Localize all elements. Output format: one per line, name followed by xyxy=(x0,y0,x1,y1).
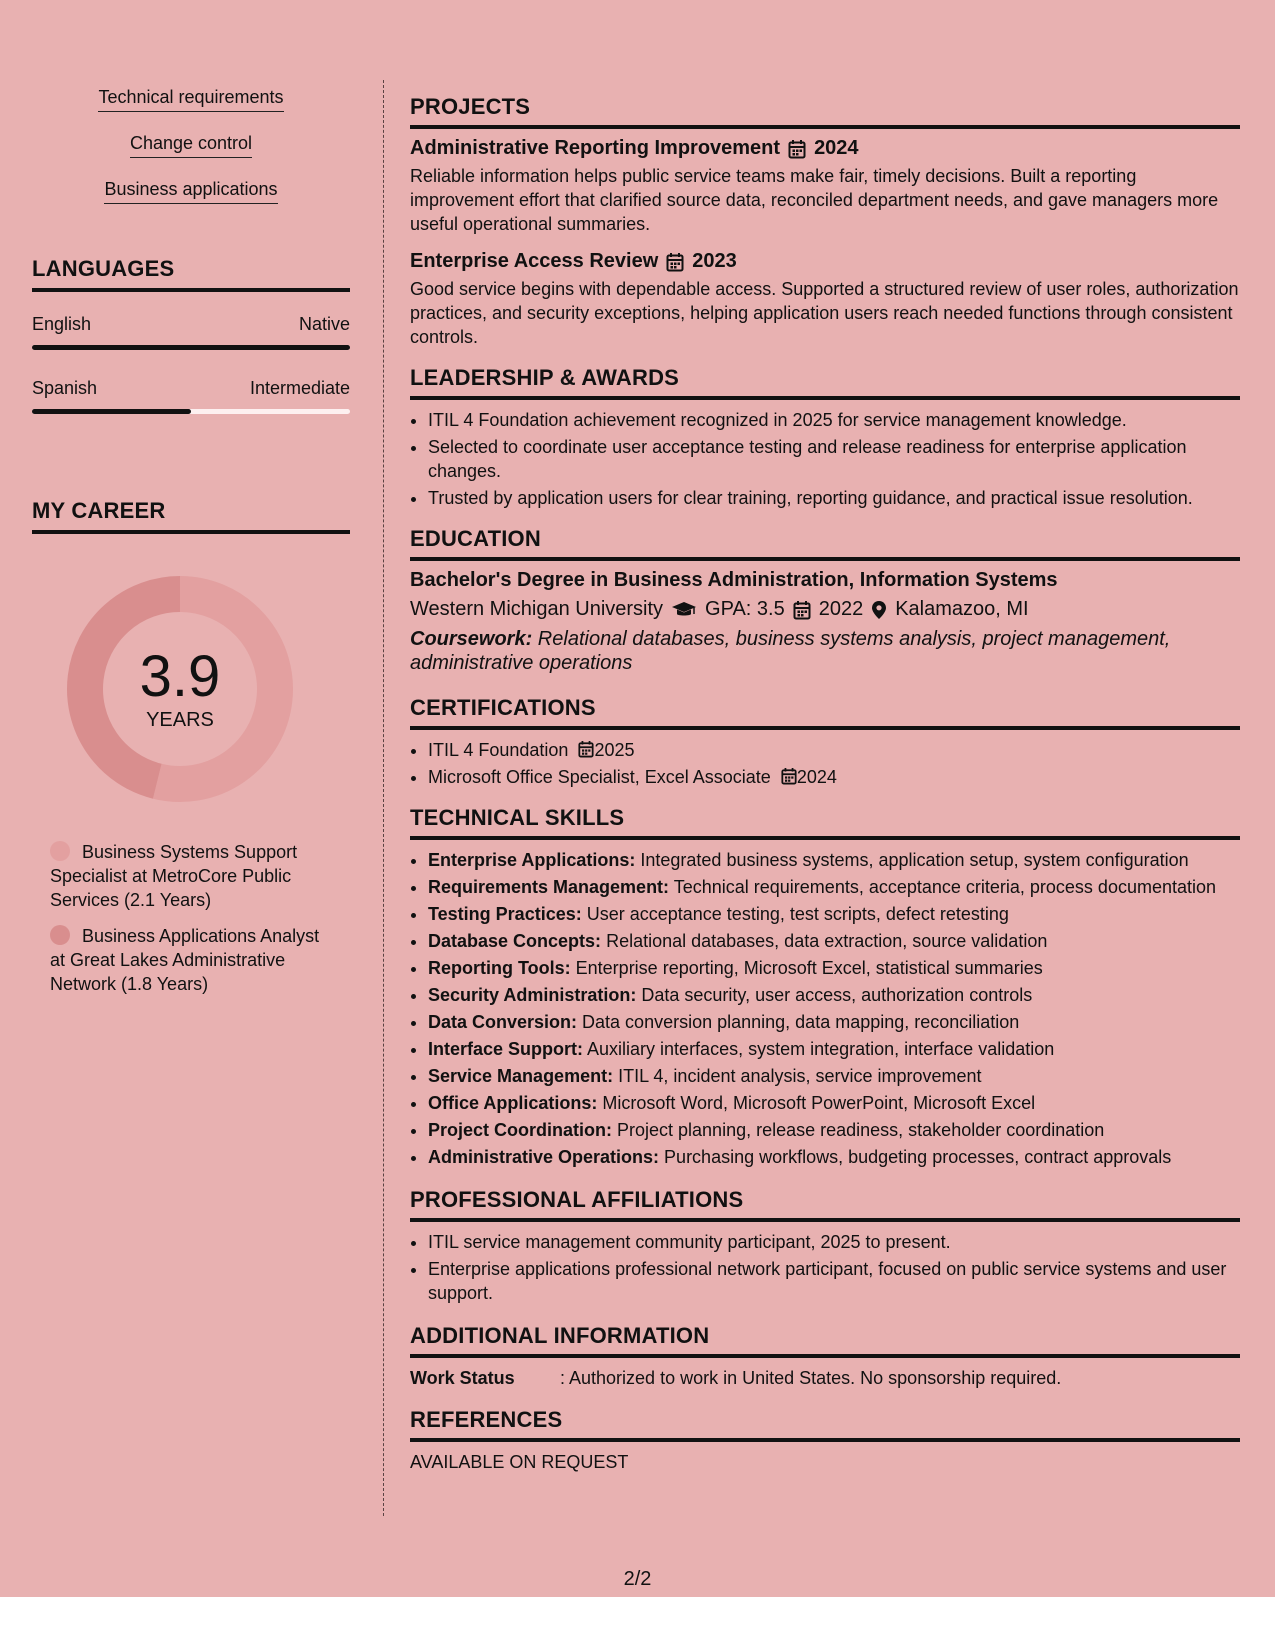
skill-item: • Project Coordination: Project planning, release readiness, stakeholder coordination xyxy=(428,1118,1240,1142)
list-item: • ITIL 4 Foundation achievement recognized in 2025 for service management knowledge. xyxy=(428,408,1240,432)
project-name: Administrative Reporting Improvement xyxy=(410,137,781,159)
list-item: • ITIL service management community participant, 2025 to present. xyxy=(428,1230,1240,1254)
references-section xyxy=(410,1407,1240,1473)
calendar-icon xyxy=(793,600,811,620)
language-item xyxy=(32,314,350,350)
language-level: Intermediate xyxy=(249,378,350,398)
graduation-cap-icon xyxy=(671,600,697,620)
main-content xyxy=(410,94,1240,1483)
work-status-label: Work Status xyxy=(410,1368,515,1388)
skill-item: • Service Management: ITIL 4, incident analysis, service improvement xyxy=(428,1064,1240,1088)
skill-item: • Administrative Operations: Purchasing workflows, budgeting processes, contract approvals xyxy=(428,1145,1240,1169)
career-item-label: Business Applications Analyst at Great Lakes Administrative Network (1.8 Years) xyxy=(50,926,320,994)
education-location: Kalamazoo, MI xyxy=(895,598,1029,620)
skill-item: • Database Concepts: Relational databases, data extraction, source validation xyxy=(428,929,1240,953)
education-coursework xyxy=(410,627,1240,675)
map-pin-icon xyxy=(871,600,887,620)
skills-section xyxy=(410,805,1240,1169)
skill-item: • Enterprise Applications: Integrated business systems, application setup, system configuration xyxy=(428,848,1240,872)
coursework-label: Coursework: xyxy=(410,628,533,650)
sidebar xyxy=(32,86,350,994)
skill-tag: Technical requirements xyxy=(98,86,283,112)
project-year: 2024 xyxy=(814,137,859,159)
education-school: Western Michigan University xyxy=(410,598,664,620)
career-item xyxy=(50,840,320,912)
calendar-icon xyxy=(666,252,684,272)
education-gpa: GPA: 3.5 xyxy=(705,598,785,620)
career-item-label: Business Systems Support Specialist at MetroCore Public Services (2.1 Years) xyxy=(50,842,298,910)
language-name: English xyxy=(32,314,92,334)
list-item: • Selected to coordinate user acceptance testing and release readiness for enterprise application changes. xyxy=(428,435,1240,483)
legend-dot xyxy=(50,841,70,861)
skill-item: • Requirements Management: Technical requirements, acceptance criteria, process documentation xyxy=(428,875,1240,899)
skill-item: • Security Administration: Data security, user access, authorization controls xyxy=(428,983,1240,1007)
education-year: 2022 xyxy=(818,598,864,620)
skill-tags xyxy=(32,86,350,204)
column-divider xyxy=(383,80,384,1516)
affiliations-heading: PROFESSIONAL AFFILIATIONS xyxy=(410,1187,1240,1222)
page-number: 2/2 xyxy=(623,1568,652,1590)
calendar-icon xyxy=(578,740,594,758)
language-item xyxy=(32,378,350,414)
additional-heading: ADDITIONAL INFORMATION xyxy=(410,1323,1240,1358)
affiliations-section xyxy=(410,1187,1240,1305)
career-item xyxy=(50,924,320,996)
education-section xyxy=(410,526,1240,675)
cert-name: Microsoft Office Specialist, Excel Associate xyxy=(428,767,771,787)
languages-heading: LANGUAGES xyxy=(32,256,350,292)
language-bar-fill xyxy=(32,409,191,414)
certifications-section xyxy=(410,695,1240,789)
projects-section xyxy=(410,94,1240,349)
coursework-text: Relational databases, business systems analysis, project management, administrative operations xyxy=(410,628,1171,674)
education-degree: Bachelor's Degree in Business Administration, Information Systems xyxy=(410,569,1058,591)
additional-section xyxy=(410,1323,1240,1389)
skill-item: • Reporting Tools: Enterprise reporting, Microsoft Excel, statistical summaries xyxy=(428,956,1240,980)
project-name: Enterprise Access Review xyxy=(410,250,659,272)
skills-heading: TECHNICAL SKILLS xyxy=(410,805,1240,840)
list-item xyxy=(428,765,1240,789)
career-unit: YEARS xyxy=(146,708,214,731)
leadership-section xyxy=(410,365,1240,510)
project-year: 2023 xyxy=(692,250,737,272)
project-description: Good service begins with dependable access. Supported a structured review of user roles, authorization practices, and security exceptions, helping application users reach needed functions through consistent controls. xyxy=(410,279,1239,347)
cert-year: 2025 xyxy=(594,740,635,760)
skill-tag: Change control xyxy=(130,132,252,158)
language-bar xyxy=(32,409,350,414)
languages-section xyxy=(32,256,350,414)
skill-tag: Business applications xyxy=(104,178,277,204)
references-text: AVAILABLE ON REQUEST xyxy=(410,1452,629,1472)
language-bar-fill xyxy=(32,345,350,350)
projects-heading: PROJECTS xyxy=(410,94,1240,129)
career-list xyxy=(50,840,320,996)
skill-item: • Office Applications: Microsoft Word, Microsoft PowerPoint, Microsoft Excel xyxy=(428,1091,1240,1115)
legend-dot xyxy=(50,925,70,945)
education-heading: EDUCATION xyxy=(410,526,1240,561)
project-description: Reliable information helps public service teams make fair, timely decisions. Built a reporting improvement effort that clarified source data, reconciled department needs, and gave managers more useful operational summaries. xyxy=(410,166,1219,234)
career-heading: MY CAREER xyxy=(32,498,350,534)
skill-item: • Data Conversion: Data conversion planning, data mapping, reconciliation xyxy=(428,1010,1240,1034)
career-section xyxy=(32,498,350,1008)
career-donut xyxy=(65,574,295,804)
career-total: 3.9 xyxy=(139,643,221,709)
cert-year: 2024 xyxy=(796,767,837,787)
list-item: • Trusted by application users for clear training, reporting guidance, and practical issue resolution. xyxy=(428,486,1240,510)
project-title xyxy=(410,137,1240,160)
references-heading: REFERENCES xyxy=(410,1407,1240,1442)
skill-item: • Interface Support: Auxiliary interfaces, system integration, interface validation xyxy=(428,1037,1240,1061)
leadership-heading: LEADERSHIP & AWARDS xyxy=(410,365,1240,400)
education-meta xyxy=(410,598,1240,621)
certifications-heading: CERTIFICATIONS xyxy=(410,695,1240,730)
list-item: • Enterprise applications professional network participant, focused on public service systems and user support. xyxy=(428,1257,1240,1305)
language-bar xyxy=(32,345,350,350)
project-title xyxy=(410,250,1240,273)
language-name: Spanish xyxy=(32,378,98,398)
work-status-value: : Authorized to work in United States. No sponsorship required. xyxy=(560,1368,1062,1388)
calendar-icon xyxy=(788,139,806,159)
calendar-icon xyxy=(781,767,797,785)
language-level: Native xyxy=(298,314,350,334)
cert-name: ITIL 4 Foundation xyxy=(428,740,569,760)
work-status xyxy=(410,1368,1240,1389)
skill-item: • Testing Practices: User acceptance testing, test scripts, defect retesting xyxy=(428,902,1240,926)
list-item xyxy=(428,738,1240,762)
